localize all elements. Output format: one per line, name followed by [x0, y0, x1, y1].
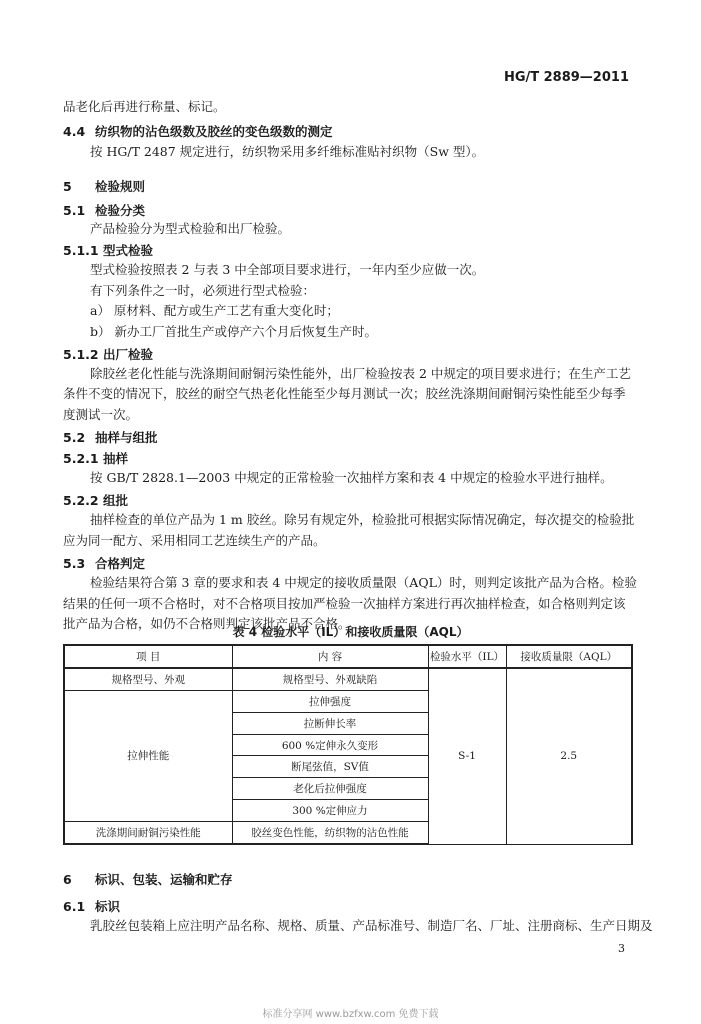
table-4-caption: 表 4 检验水平（IL）和接收质量限（AQL）: [232, 625, 469, 639]
paragraph-line: 抽样检查的单位产品为 1 m 胶丝。除另有规定外，检验批可根据实际情况确定，每次提交的检验批: [90, 512, 635, 527]
paragraph-line: 有下列条件之一时，必须进行型式检验：: [90, 283, 316, 298]
table-header-row: [64, 645, 632, 668]
list-item: a） 原材料、配方或生产工艺有重大变化时；: [90, 303, 339, 318]
section-number: 6: [63, 872, 72, 887]
content-cell: 规格型号、外观缺陷: [232, 668, 428, 690]
item-cell: 洗涤期间耐铜污染性能: [64, 822, 232, 844]
section-number: 5.2: [63, 430, 86, 445]
paragraph-line: 检验结果符合第 3 章的要求和表 4 中规定的接收质量限（AQL）时，则判定该批产品为合格。检验: [90, 575, 637, 590]
content-cell: 300 %定伸应力: [232, 800, 428, 822]
section-5-2-heading: [63, 428, 158, 446]
column-header-aql: 接收质量限（AQL）: [506, 645, 632, 668]
section-5-heading: [63, 177, 145, 195]
paragraph-line: 度测试一次。: [63, 407, 139, 422]
section-title: 出厂检验: [103, 347, 154, 362]
section-title: 检验分类: [95, 203, 146, 218]
section-title: 组批: [103, 493, 129, 508]
section-number: 4.4: [63, 124, 86, 139]
section-number: 5.1.1: [63, 243, 99, 258]
section-number: 5.1.2: [63, 347, 99, 362]
paragraph-line: 应为同一配方、采用相同工艺连续生产的产品。: [63, 533, 326, 548]
aql-cell: 2.5: [506, 668, 632, 844]
item-cell: 规格型号、外观: [64, 668, 232, 690]
watermark-footer: 标准分享网 www.bzfxw.com 免费下载: [262, 1009, 439, 1020]
paragraph-line: 条件不变的情况下，胶丝的耐空气热老化性能至少每月测试一次；胶丝洗涤期间耐铜污染性能至少每季: [63, 386, 626, 401]
paragraph-line: 结果的任何一项不合格时，对不合格项目按加严检验一次抽样方案进行再次抽样检查，如合格则判定该: [63, 596, 626, 611]
section-4-4-heading: [63, 122, 333, 140]
section-5-1-heading: [63, 201, 145, 219]
section-title: 合格判定: [95, 556, 146, 571]
section-title: 型式检验: [103, 243, 154, 258]
section-title: 检验规则: [95, 179, 146, 194]
section-5-1-2-heading: [63, 345, 153, 363]
content-cell: 老化后拉伸强度: [232, 778, 428, 800]
section-number: 5.2.2: [63, 493, 99, 508]
section-6-heading: [63, 870, 233, 888]
section-number: 5.2.1: [63, 451, 99, 466]
paragraph-line: 型式检验按照表 2 与表 3 中全部项目要求进行，一年内至少应做一次。: [90, 262, 485, 277]
standard-number: HG/T 2889—2011: [503, 70, 629, 85]
section-4-4-text: 按 HG/T 2487 规定进行，纺织物采用多纤维标准贴衬织物（Sw 型）。: [90, 144, 485, 159]
section-title: 标识: [95, 899, 121, 914]
section-5-1-text: 产品检验分为型式检验和出厂检验。: [90, 221, 291, 236]
section-title: 标识、包装、运输和贮存: [95, 872, 233, 887]
section-number: 6.1: [63, 899, 86, 914]
continuation-text: 品老化后再进行称量、标记。: [63, 99, 226, 114]
item-cell: 拉伸性能: [64, 690, 232, 821]
column-header-item: 项 目: [64, 645, 232, 668]
section-6-1-text: 乳胶丝包装箱上应注明产品名称、规格、质量、产品标准号、制造厂名、厂址、注册商标、生产日期及: [90, 918, 653, 933]
page-number: 3: [618, 942, 625, 955]
table-4: [63, 644, 633, 845]
section-5-1-1-heading: [63, 241, 153, 259]
column-header-content: 内 容: [232, 645, 428, 668]
content-cell: 断尾弦值，SV值: [232, 756, 428, 778]
section-title: 抽样: [103, 451, 129, 466]
section-6-1-heading: [63, 897, 120, 915]
section-title: 抽样与组批: [95, 430, 158, 445]
content-cell: 胶丝变色性能，纺织物的沾色性能: [232, 822, 428, 844]
content-cell: 600 %定伸永久变形: [232, 734, 428, 756]
content-cell: 拉伸强度: [232, 690, 428, 712]
content-cell: 拉断伸长率: [232, 712, 428, 734]
paragraph-line: 除胶丝老化性能与洗涤期间耐铜污染性能外，出厂检验按表 2 中规定的项目要求进行；在生产工艺: [90, 366, 631, 381]
section-5-3-heading: [63, 554, 145, 572]
paragraph-line: 批产品为合格，如仍不合格则判定该批产品不合格。: [63, 616, 351, 631]
column-header-il: 检验水平（IL）: [428, 645, 506, 668]
section-title: 纺织物的沾色级数及胶丝的变色级数的测定: [95, 124, 333, 139]
section-number: 5: [63, 179, 72, 194]
section-number: 5.3: [63, 556, 86, 571]
section-5-2-1-heading: [63, 449, 128, 467]
table-row: [64, 668, 632, 690]
il-cell: S-1: [428, 668, 506, 844]
section-5-2-2-heading: [63, 491, 128, 509]
paragraph-line: 按 GB/T 2828.1—2003 中规定的正常检验一次抽样方案和表 4 中规定的检验水平进行抽样。: [90, 470, 613, 485]
list-item: b） 新办工厂首批生产或停产六个月后恢复生产时。: [90, 324, 377, 339]
section-number: 5.1: [63, 203, 86, 218]
